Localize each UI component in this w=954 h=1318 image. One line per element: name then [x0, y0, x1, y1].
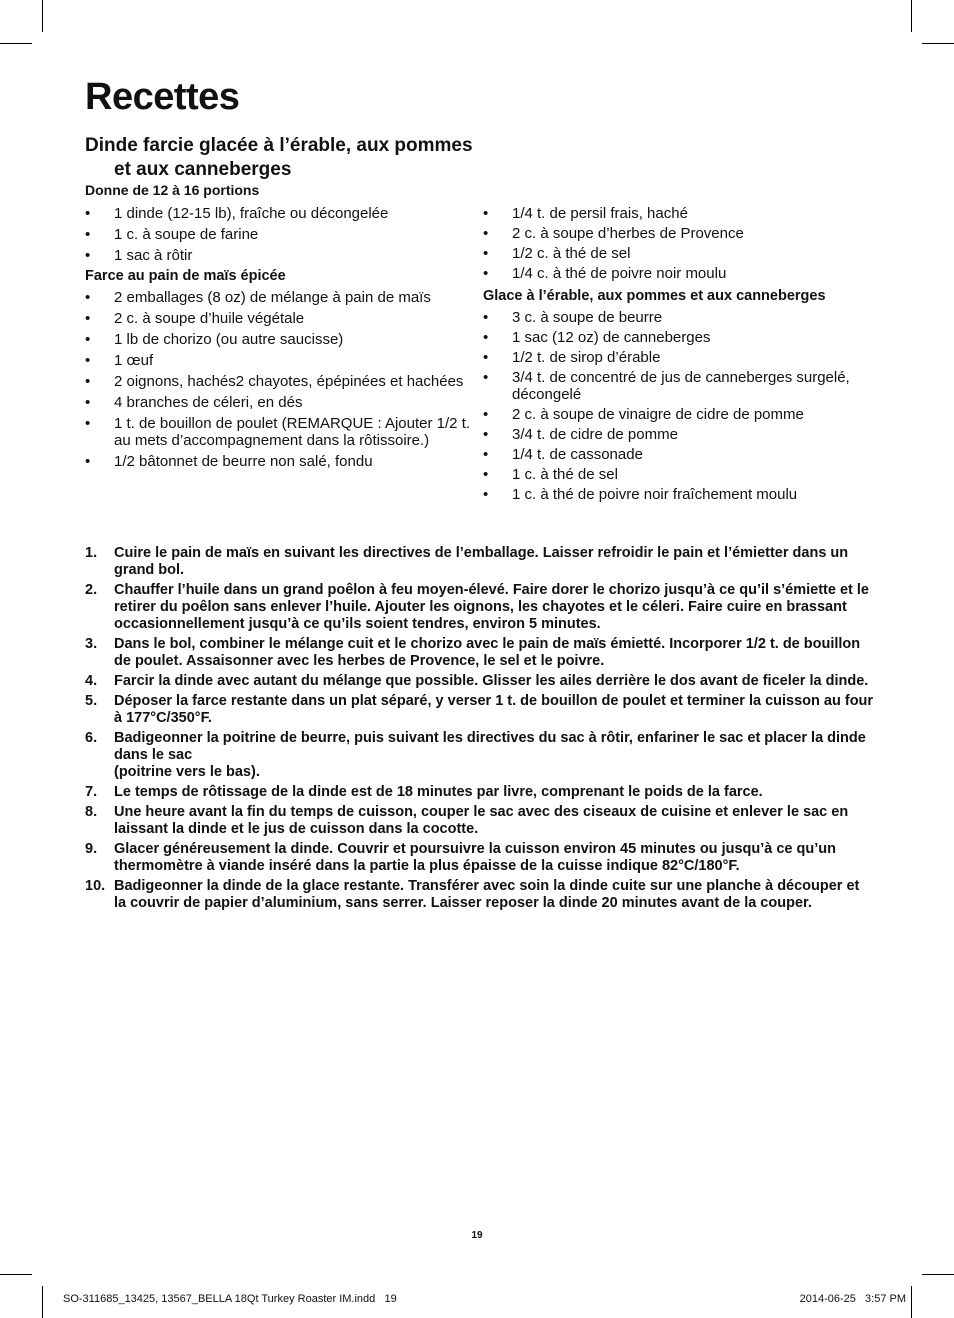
step-text: Glacer généreusement la dinde. Couvrir et poursuivre la cuisson environ 45 minutes ou jusqu’à ce qu’un thermomètre à viande inséré dans la partie la plus épaisse de la cuisse indique 82°C/180°F.: [114, 841, 836, 874]
ingredient-item: • 1 œuf: [85, 352, 475, 369]
step-number: 1.: [85, 545, 98, 561]
stuffing-heading: Farce au pain de maïs épicée: [85, 268, 286, 284]
stuffing-ingredients-list: [85, 289, 475, 470]
step-item: [85, 693, 875, 727]
step-text: Chauffer l’huile dans un grand poêlon à feu moyen-élevé. Faire dorer le chorizo jusqu’à ce qu’il s’émiette et le retirer du poêlon sans enlever l’huile. Ajouter les oignons, les chayotes et le céleri. Faire cuire en brassant occasionnellement jusqu’à ce qu’ils soient tendres, environ 5 minutes.: [114, 582, 869, 632]
step-number: 5.: [85, 693, 98, 709]
crop-mark: [0, 43, 32, 44]
crop-mark: [922, 1274, 954, 1275]
ingredient-item: • 1/2 t. de sirop d’érable: [483, 349, 883, 366]
page-number: 19: [471, 1230, 483, 1241]
ingredient-item: • 1 c. à soupe de farine: [85, 226, 475, 243]
step-number: 9.: [85, 841, 98, 857]
ingredient-item: • 4 branches de céleri, en dés: [85, 394, 475, 411]
ingredient-item: • 1 t. de bouillon de poulet (REMARQUE : Ajouter 1/2 t. au mets d’accompagnement dans la rôtissoire.): [85, 415, 475, 449]
step-item: [85, 673, 875, 690]
step-item: [85, 804, 875, 838]
step-number: 10.: [85, 878, 106, 894]
recipe-title-line-2: et aux canneberges: [114, 159, 292, 180]
ingredient-item: • 3/4 t. de concentré de jus de canneberges surgelé, décongelé: [483, 369, 883, 403]
crop-mark: [42, 0, 43, 32]
preparation-steps: [85, 545, 875, 915]
ingredient-item: • 2 emballages (8 oz) de mélange à pain de maïs: [85, 289, 475, 306]
crop-mark: [911, 1286, 912, 1318]
ingredient-item: • 1 dinde (12-15 lb), fraîche ou décongelée: [85, 205, 475, 222]
recipe-title-line-1: Dinde farcie glacée à l’érable, aux pommes: [85, 135, 473, 156]
step-item: [85, 545, 875, 579]
crop-mark: [42, 1286, 43, 1318]
step-number: 4.: [85, 673, 98, 689]
step-text: Déposer la farce restante dans un plat séparé, y verser 1 t. de bouillon de poulet et terminer la cuisson au four à 177°C/350°F.: [114, 693, 874, 726]
glaze-heading: Glace à l’érable, aux pommes et aux canneberges: [483, 288, 826, 304]
step-item: [85, 582, 875, 633]
step-number: 8.: [85, 804, 98, 820]
ingredients-left-column: [85, 205, 475, 474]
step-item: [85, 784, 875, 801]
main-ingredients-list: [85, 205, 475, 264]
step-text: Badigeonner la poitrine de beurre, puis suivant les directives du sac à rôtir, enfariner le sac et placer la dinde dans le sac (poitrine vers le bas).: [114, 730, 866, 780]
ingredient-item: • 1/4 t. de persil frais, haché: [483, 205, 883, 222]
step-number: 2.: [85, 582, 98, 598]
step-number: 7.: [85, 784, 98, 800]
step-item: [85, 730, 875, 781]
step-item: [85, 878, 875, 912]
ingredient-item: • 1 sac (12 oz) de canneberges: [483, 329, 883, 346]
stuffing-ingredients-list-continued: [483, 205, 883, 282]
ingredient-item: • 2 c. à soupe d’huile végétale: [85, 310, 475, 327]
step-number: 3.: [85, 636, 98, 652]
page-title: Recettes: [85, 76, 240, 118]
step-item: [85, 841, 875, 875]
step-text: Farcir la dinde avec autant du mélange que possible. Glisser les ailes derrière le dos avant de ficeler la dinde.: [114, 673, 869, 689]
recipe-title: [85, 134, 605, 182]
ingredient-item: • 3 c. à soupe de beurre: [483, 309, 883, 326]
step-number: 6.: [85, 730, 98, 746]
step-item: [85, 636, 875, 670]
recipe-yield: Donne de 12 à 16 portions: [85, 182, 260, 198]
ingredient-item: • 3/4 t. de cidre de pomme: [483, 426, 883, 443]
crop-mark: [911, 0, 912, 32]
ingredient-item: • 1 c. à thé de sel: [483, 466, 883, 483]
ingredient-item: • 1/2 bâtonnet de beurre non salé, fondu: [85, 453, 475, 470]
ingredient-item: • 1 c. à thé de poivre noir fraîchement moulu: [483, 486, 883, 503]
ingredient-item: • 1 sac à rôtir: [85, 247, 475, 264]
step-text: Dans le bol, combiner le mélange cuit et le chorizo avec le pain de maïs émietté. Incorporer 1/2 t. de bouillon de poulet. Assaisonner avec les herbes de Provence, le sel et le poivre.: [114, 636, 861, 669]
footer-timestamp: 2014-06-25 3:57 PM: [799, 1293, 906, 1305]
glaze-ingredients-list: [483, 309, 883, 503]
ingredients-right-column: [483, 205, 883, 506]
step-text: Une heure avant la fin du temps de cuisson, couper le sac avec des ciseaux de cuisine et enlever le sac en laissant la dinde et le jus de cuisson dans la cocotte.: [114, 804, 849, 837]
step-text: Cuire le pain de maïs en suivant les directives de l’emballage. Laisser refroidir le pain et l’émietter dans un grand bol.: [114, 545, 849, 578]
crop-mark: [0, 1274, 32, 1275]
ingredient-item: • 1/4 c. à thé de poivre noir moulu: [483, 265, 883, 282]
crop-mark: [922, 43, 954, 44]
ingredient-item: • 2 c. à soupe de vinaigre de cidre de pomme: [483, 406, 883, 423]
ingredient-item: • 1 lb de chorizo (ou autre saucisse): [85, 331, 475, 348]
step-text: Badigeonner la dinde de la glace restante. Transférer avec soin la dinde cuite sur une planche à découper et la couvrir de papier d’aluminium, sans serrer. Laisser reposer la dinde 20 minutes avant de la couper.: [114, 878, 860, 911]
ingredient-item: • 1/4 t. de cassonade: [483, 446, 883, 463]
footer-file-slug: SO-311685_13425, 13567_BELLA 18Qt Turkey Roaster IM.indd 19: [63, 1293, 397, 1305]
ingredient-item: • 2 oignons, hachés2 chayotes, épépinées et hachées: [85, 373, 475, 390]
step-text: Le temps de rôtissage de la dinde est de 18 minutes par livre, comprenant le poids de la farce.: [114, 784, 763, 800]
ingredient-item: • 2 c. à soupe d’herbes de Provence: [483, 225, 883, 242]
ingredient-item: • 1/2 c. à thé de sel: [483, 245, 883, 262]
